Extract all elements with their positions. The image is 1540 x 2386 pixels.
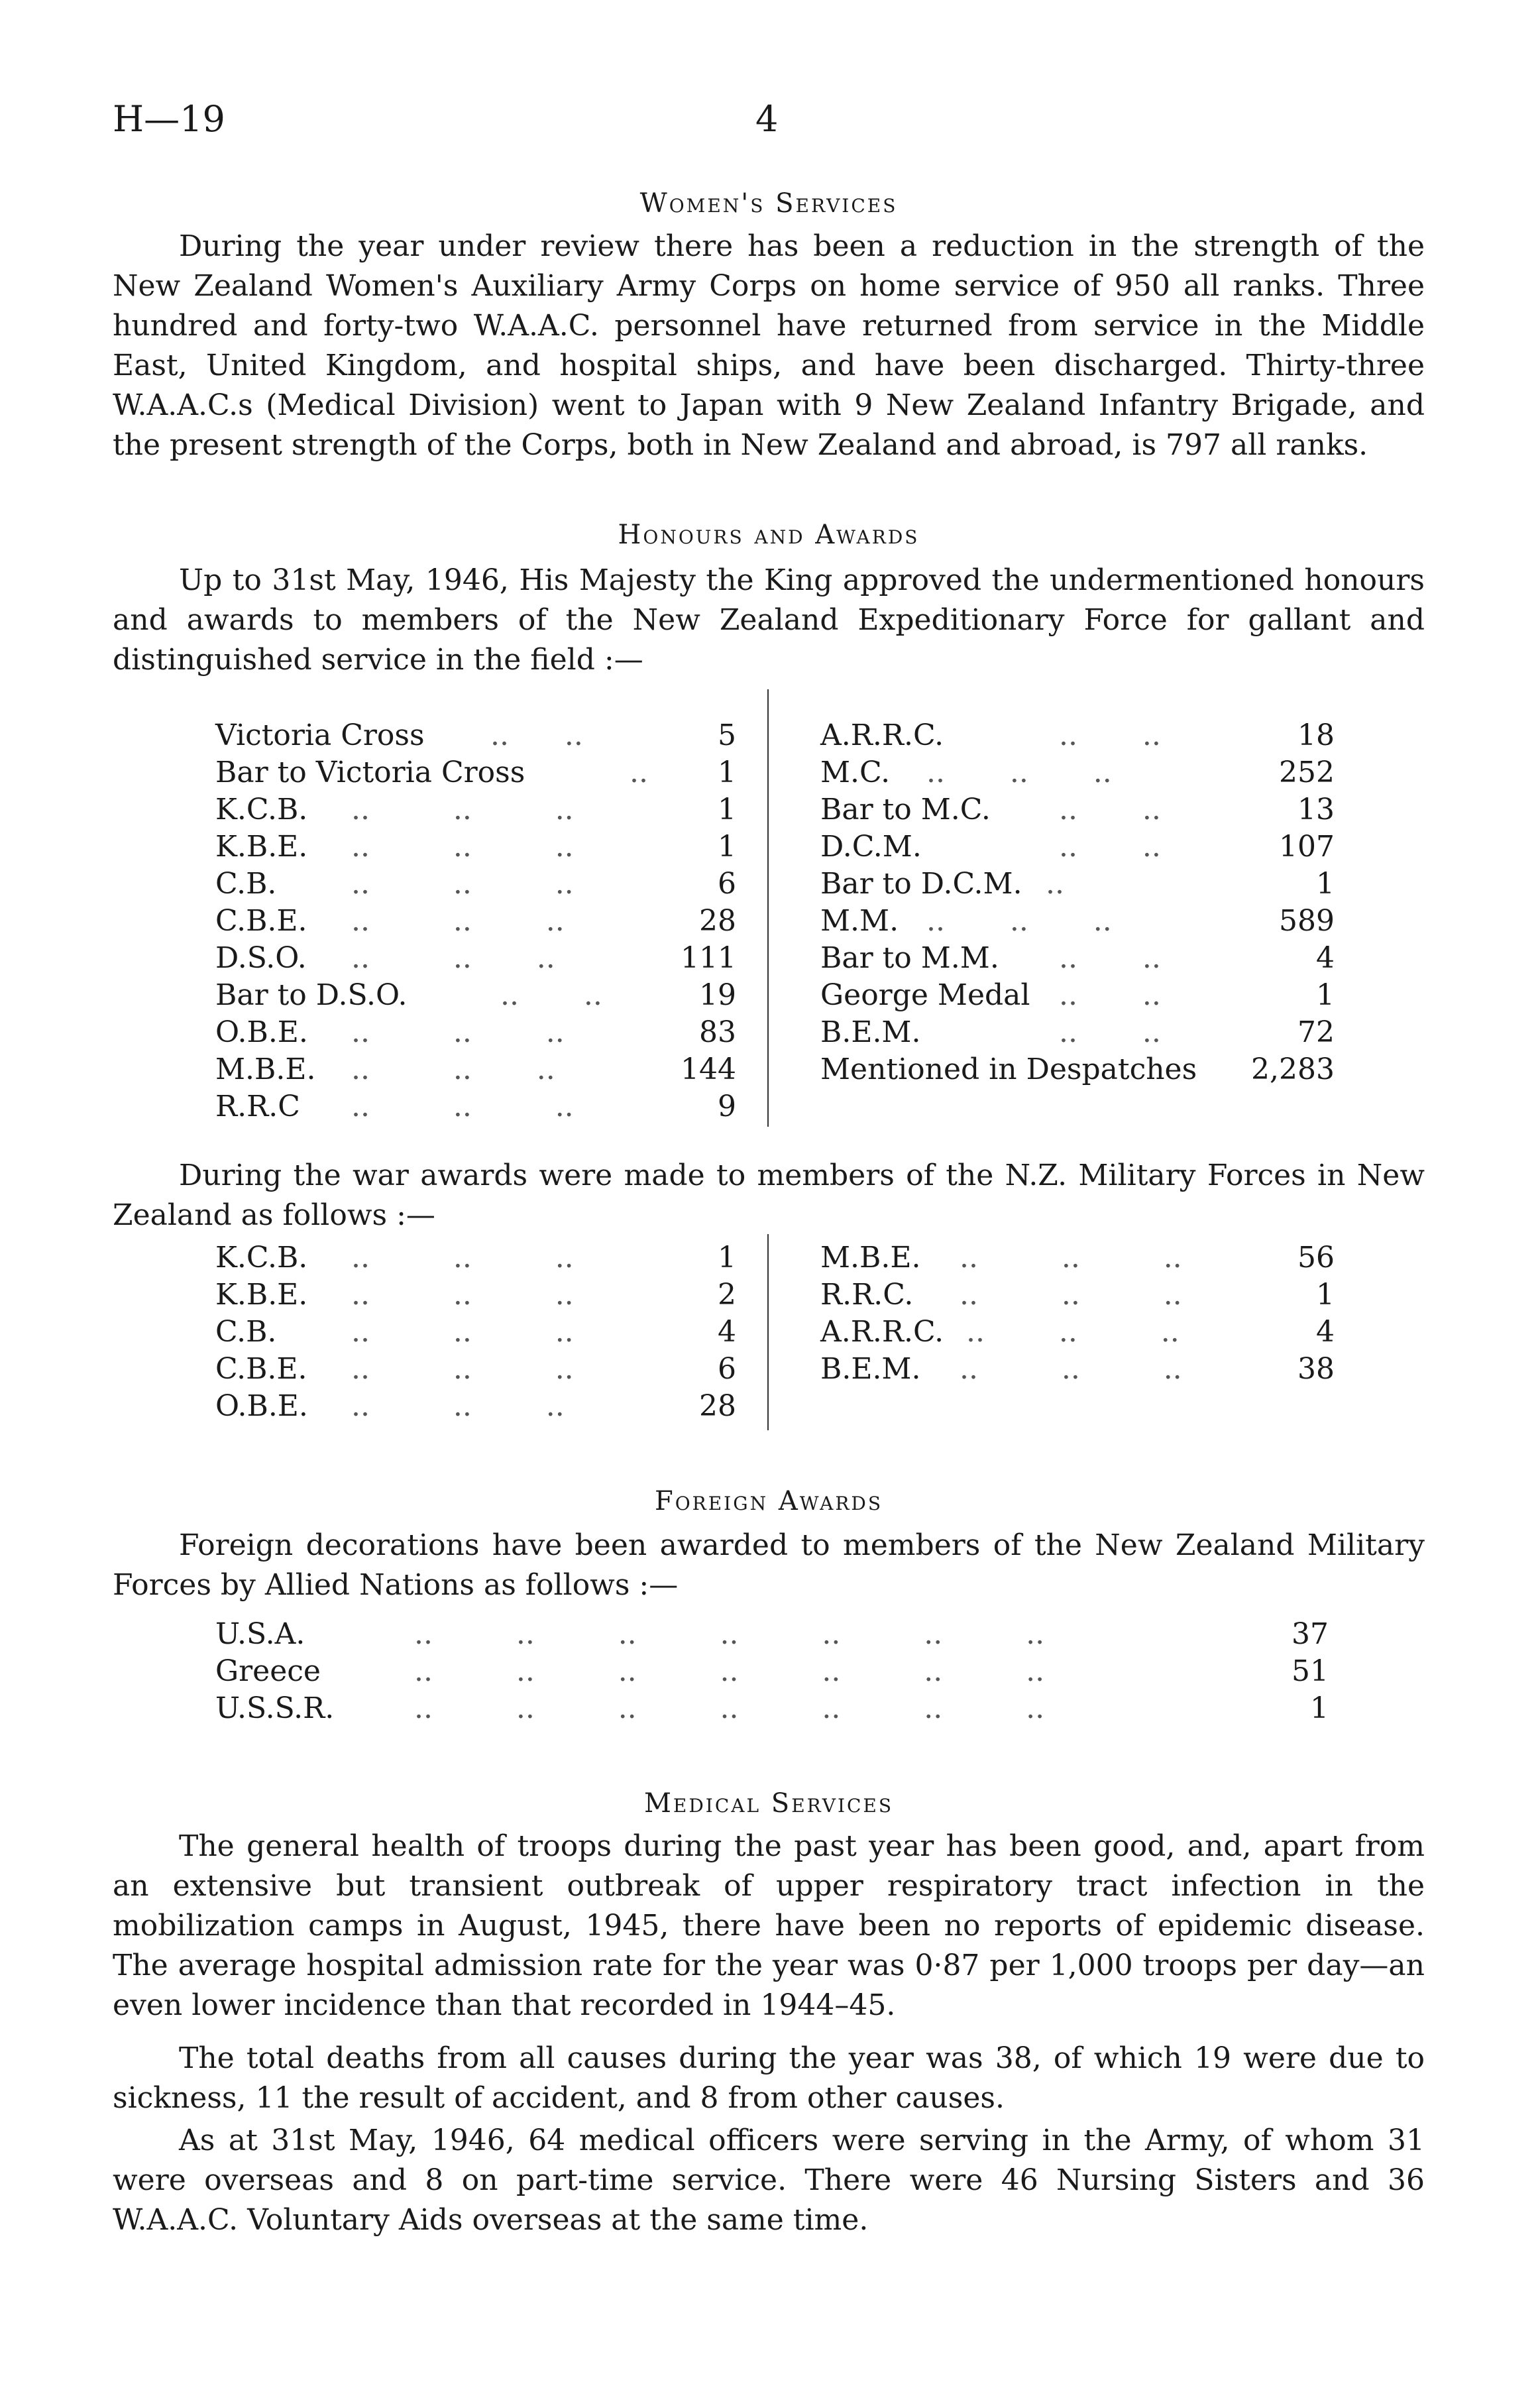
list-item: U.S.A. .. .. .. .. .. .. .. 37	[215, 1617, 1329, 1651]
list-item: M.C. .. .. .. 252	[820, 756, 1335, 789]
column-divider	[767, 689, 769, 1127]
list-item: M.B.E. .. .. .. 144	[215, 1052, 736, 1086]
list-item: Bar to M.M. .. .. 4	[820, 941, 1335, 975]
list-item: C.B. .. .. .. 4	[215, 1315, 736, 1349]
list-item: K.B.E. .. .. .. 2	[215, 1278, 736, 1312]
list-item: B.E.M. .. .. .. 38	[820, 1352, 1335, 1386]
section-heading-foreign-awards: Foreign Awards	[654, 1486, 883, 1516]
womens-services-paragraph	[113, 227, 1425, 465]
medical-paragraph-1: The general health of troops during the past year has been good, and, apart from an extensive but transient outbreak of upper respiratory tract infection in the mobilization camps in August, 1945, there have been no reports of epidemic disease. The average hospital admission rate for the year was 0·87 per 1,000 troops per day—an even lower incidence than that recorded in 1944–45.	[113, 1829, 1425, 2022]
list-item: Mentioned in Despatches 2,283	[820, 1052, 1335, 1086]
list-item: B.E.M. .. .. 72	[820, 1015, 1335, 1049]
list-item: Victoria Cross .. .. 5	[215, 718, 736, 752]
page-number: 4	[755, 98, 779, 140]
list-item: K.C.B. .. .. .. 1	[215, 1241, 736, 1275]
honours-intro-text: Up to 31st May, 1946, His Majesty the King approved the undermentioned honours and awards to members of the New Zealand Expeditionary Force for gallant and distinguished service in the field :—	[113, 563, 1425, 677]
list-item: O.B.E. .. .. .. 83	[215, 1015, 736, 1049]
list-item: Greece .. .. .. .. .. .. .. 51	[215, 1654, 1329, 1688]
list-item: M.M. .. .. .. 589	[820, 904, 1335, 938]
foreign-intro-paragraph	[113, 1526, 1425, 1605]
womens-services-text: During the year under review there has been a reduction in the strength of the New Zealand Women's Auxiliary Army Corps on home service of 950 all ranks. Three hundred and forty-two W.A.A.C. personnel have returned from service in the Middle East, United Kingdom, and hospital ships, and have been discharged. Thirty-three W.A.A.C.s (Medical Division) went to Japan with 9 New Zealand Infantry Brigade, and the present strength of the Corps, both in New Zealand and abroad, is 797 all ranks.	[113, 229, 1425, 462]
list-item: Bar to D.C.M. .. 1	[820, 867, 1335, 901]
foreign-awards-list	[215, 1616, 1329, 1727]
foreign-intro-text: Foreign decorations have been awarded to members of the New Zealand Military Forces by Allied Nations as follows :—	[113, 1528, 1425, 1602]
home-awards-intro-text: During the war awards were made to members of the N.Z. Military Forces in New Zealand as follows :—	[113, 1159, 1425, 1232]
list-item: R.R.C. .. .. .. 1	[820, 1278, 1335, 1312]
section-heading-honours: Honours and Awards	[618, 520, 920, 550]
list-item: A.R.R.C. .. .. 18	[820, 718, 1335, 752]
list-item: C.B.E. .. .. .. 28	[215, 904, 736, 938]
home-awards-left-list	[215, 1239, 739, 1425]
list-item: A.R.R.C. .. .. .. 4	[820, 1315, 1335, 1349]
list-item: C.B.E. .. .. .. 6	[215, 1352, 736, 1386]
list-item: Bar to D.S.O. .. .. 19	[215, 978, 736, 1012]
list-item: M.B.E. .. .. .. 56	[820, 1241, 1335, 1275]
home-awards-right-list	[820, 1239, 1337, 1388]
list-item: U.S.S.R. .. .. .. .. .. .. .. 1	[215, 1691, 1329, 1725]
home-awards-intro-paragraph	[113, 1156, 1425, 1235]
honours-right-list	[820, 717, 1337, 1088]
page-code: H—19	[113, 98, 225, 140]
section-heading-medical-services: Medical Services	[643, 1788, 894, 1819]
honours-left-list	[215, 717, 739, 1125]
section-heading-womens-services: Women's Services	[639, 188, 898, 219]
medical-paragraph-3: As at 31st May, 1946, 64 medical officers were serving in the Army, of whom 31 were overseas and 8 on part-time service. There were 46 Nursing Sisters and 36 W.A.A.C. Voluntary Aids overseas at the same time.	[113, 2124, 1425, 2237]
medical-paragraph-2: The total deaths from all causes during the year was 38, of which 19 were due to sickness, 11 the result of accident, and 8 from other causes.	[113, 2041, 1425, 2115]
list-item: C.B. .. .. .. 6	[215, 867, 736, 901]
list-item: D.S.O. .. .. .. 111	[215, 941, 736, 975]
list-item: Bar to M.C. .. .. 13	[820, 793, 1335, 826]
honours-intro-paragraph	[113, 561, 1425, 680]
list-item: Bar to Victoria Cross .. 1	[215, 756, 736, 789]
column-divider	[767, 1234, 769, 1430]
list-item: K.C.B. .. .. .. 1	[215, 793, 736, 826]
list-item: George Medal .. .. 1	[820, 978, 1335, 1012]
list-item: D.C.M. .. .. 107	[820, 830, 1335, 864]
list-item: K.B.E. .. .. .. 1	[215, 830, 736, 864]
list-item: O.B.E. .. .. .. 28	[215, 1389, 736, 1423]
list-item: R.R.C .. .. .. 9	[215, 1090, 736, 1123]
